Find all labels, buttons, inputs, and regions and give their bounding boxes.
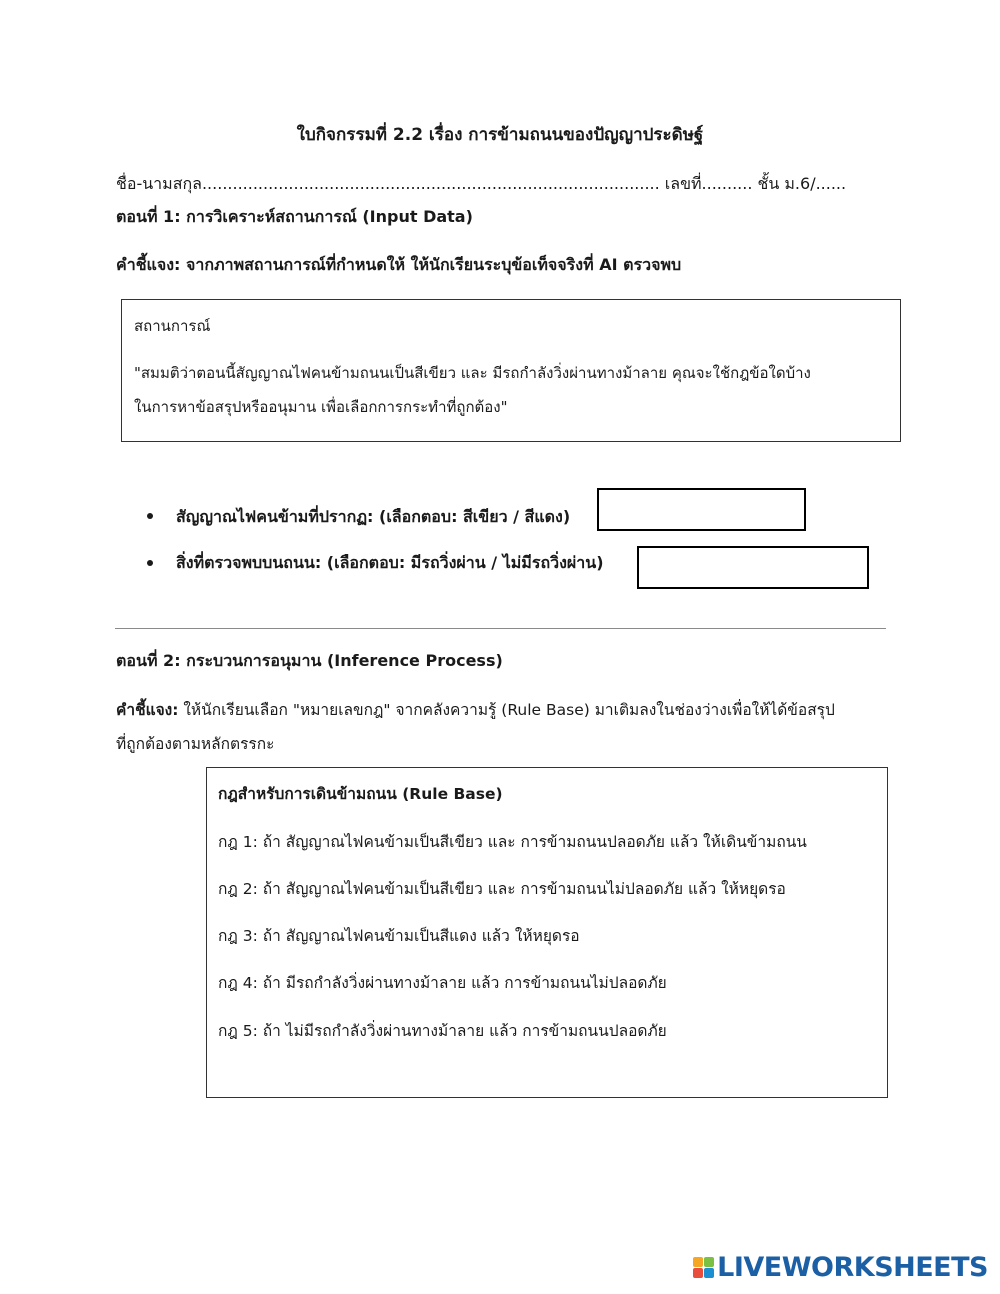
question-road-label: สิ่งที่ตรวจพบบนถนน: (เลือกตอบ: มีรถวิ่งผ่าน / ไม่มีรถวิ่งผ่าน) [176, 553, 604, 572]
question-signal-label: สัญญาณไฟคนข้ามที่ปรากฏ: (เลือกตอบ: สีเขียว / สีแดง) [176, 507, 571, 526]
part2-instruction-line2: ที่ถูกต้องตามหลักตรรกะ [116, 735, 275, 753]
part2-instruction-text: ให้นักเรียนเลือก "หมายเลขกฎ" จากคลังความรู้ (Rule Base) มาเติมลงในช่องว่างเพื่อให้ได้ข้อสรุป [178, 701, 835, 719]
part2-instruction [116, 697, 835, 722]
liveworksheets-logo [693, 1252, 988, 1283]
part1-heading: ตอนที่ 1: การวิเคราะห์สถานการณ์ (Input Data) [116, 207, 473, 226]
part2-heading: ตอนที่ 2: กระบวนการอนุมาน (Inference Process) [116, 651, 503, 670]
bullet-icon [147, 560, 153, 566]
scenario-text-line1: "สมมติว่าตอนนี้สัญญาณไฟคนข้ามถนนเป็นสีเขียว และ มีรถกำลังวิ่งผ่านทางม้าลาย คุณจะใช้กฎข้อใดบ้าง [134, 364, 811, 382]
rule-base-title: กฎสำหรับการเดินข้ามถนน (Rule Base) [218, 785, 503, 803]
worksheet-title: ใบกิจกรรมที่ 2.2 เรื่อง การข้ามถนนของปัญญาประดิษฐ์ [296, 125, 704, 145]
rule-base-box [206, 767, 888, 1098]
scenario-text-line2: ในการหาข้อสรุปหรืออนุมาน เพื่อเลือกการกระทำที่ถูกต้อง" [134, 398, 508, 416]
section-divider [115, 628, 886, 629]
part1-instruction: คำชี้แจง: จากภาพสถานการณ์ที่กำหนดให้ ให้นักเรียนระบุข้อเท็จจริงที่ AI ตรวจพบ [116, 255, 682, 274]
bullet-icon [147, 513, 153, 519]
rule-item: กฎ 2: ถ้า สัญญาณไฟคนข้ามเป็นสีเขียว และ การข้ามถนนไม่ปลอดภัย แล้ว ให้หยุดรอ [218, 880, 786, 898]
part2-instruction-label: คำชี้แจง: [116, 701, 179, 719]
rule-item: กฎ 1: ถ้า สัญญาณไฟคนข้ามเป็นสีเขียว และ การข้ามถนนปลอดภัย แล้ว ให้เดินข้ามถนน [218, 833, 807, 851]
rule-item: กฎ 4: ถ้า มีรถกำลังวิ่งผ่านทางม้าลาย แล้ว การข้ามถนนไม่ปลอดภัย [218, 974, 667, 992]
liveworksheets-logo-icon [693, 1257, 715, 1279]
scenario-label: สถานการณ์ [134, 317, 211, 335]
rule-item: กฎ 5: ถ้า ไม่มีรถกำลังวิ่งผ่านทางม้าลาย แล้ว การข้ามถนนปลอดภัย [218, 1022, 667, 1040]
scenario-box [121, 299, 901, 442]
answer-box-road[interactable] [637, 546, 869, 589]
rule-item: กฎ 3: ถ้า สัญญาณไฟคนข้ามเป็นสีแดง แล้ว ให้หยุดรอ [218, 927, 580, 945]
logo-text: LIVEWORKSHEETS [717, 1252, 988, 1283]
name-line: ชื่อ-นามสกุล.......................................................................................... เลขที่.......... ชั้น ม.6/...... [116, 174, 847, 193]
answer-box-signal[interactable] [597, 488, 806, 531]
